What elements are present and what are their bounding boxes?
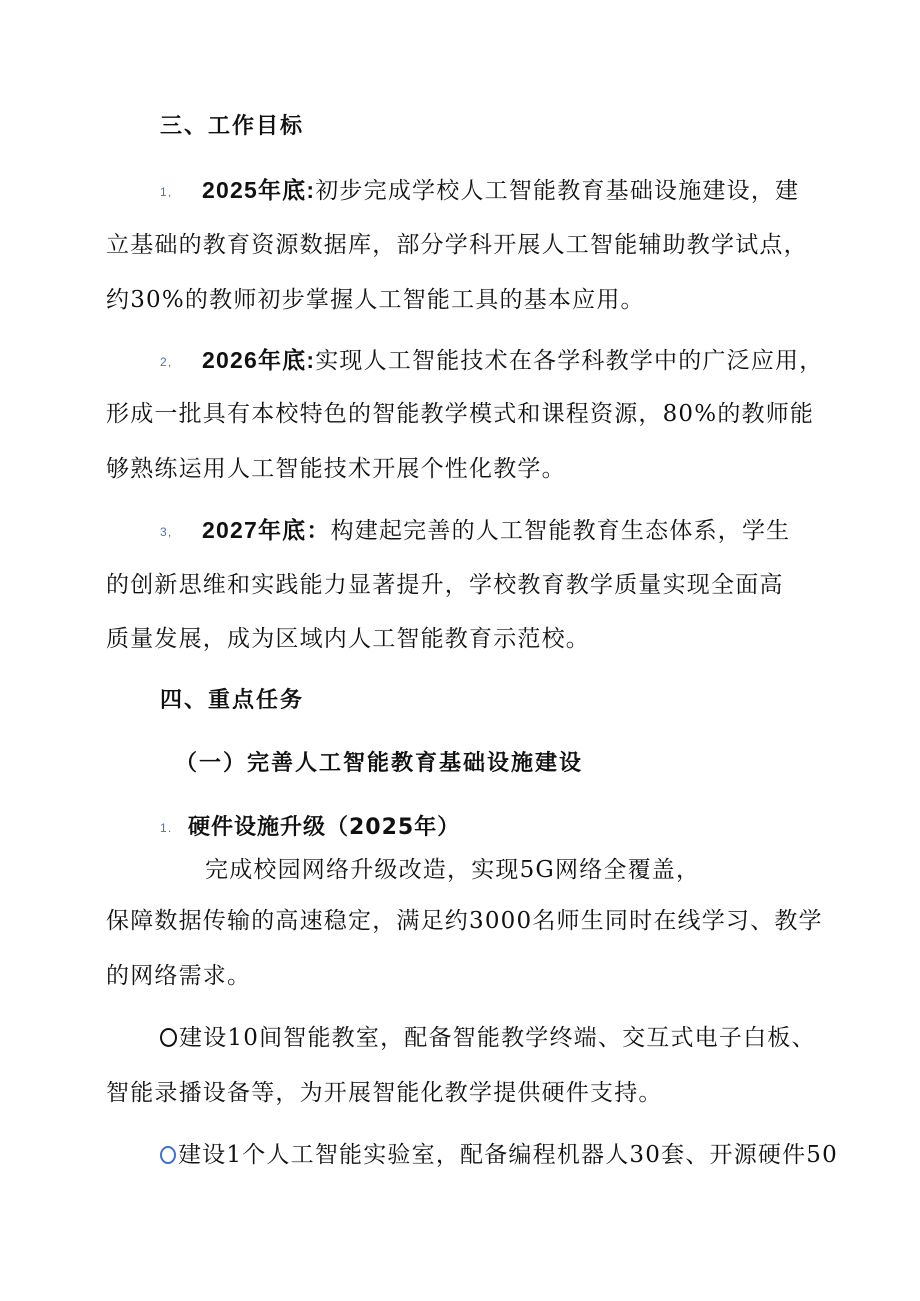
- circle-bullet-icon: [160, 1146, 176, 1164]
- goal-text-line: 质量发展，成为区域内人工智能教育示范校。: [106, 626, 590, 652]
- paragraph-line: 保障数据传输的高速稳定，满足约3000名师生同时在线学习、教学: [106, 908, 823, 934]
- goal-text-line: 实现人工智能技术在各学科教学中的广泛应用，: [315, 348, 824, 374]
- paragraph-text: 建设10间智能教室，配备智能教学终端、交互式电子白板、: [179, 1025, 816, 1051]
- list-marker: 2,: [160, 355, 173, 369]
- goal-item-2025: [160, 175, 799, 207]
- goal-text-line: 初步完成学校人工智能教育基础设施建设，建: [315, 178, 800, 204]
- goal-text-line: 够熟练运用人工智能技术开展个性化教学。: [106, 456, 566, 482]
- goal-year-label: 2025年底:: [202, 177, 316, 203]
- goal-item-2026: [160, 345, 823, 377]
- task-title-text: 硬件设施升级（2025年）: [188, 815, 461, 840]
- goal-text-line: 形成一批具有本校特色的智能教学模式和课程资源，80%的教师能: [106, 401, 815, 427]
- paragraph-line: 完成校园网络升级改造，实现5G网络全覆盖，: [205, 857, 701, 883]
- goal-item-2027: [160, 515, 790, 547]
- section-heading-tasks: 四、重点任务: [160, 688, 305, 713]
- goal-text-line: 立基础的教育资源数据库，部分学科开展人工智能辅助教学试点，: [106, 232, 808, 258]
- paragraph-text: 建设1个人工智能实验室，配备编程机器人30套、开源硬件50: [178, 1142, 838, 1168]
- goal-text-line: 构建起完善的人工智能教育生态体系，学生: [330, 518, 791, 544]
- paragraph-line: 智能录播设备等，为开展智能化教学提供硬件支持。: [106, 1080, 663, 1106]
- section-heading-goals: 三、工作目标: [160, 114, 305, 139]
- circle-bullet-icon: [160, 1028, 177, 1047]
- paragraph-line: 的网络需求。: [106, 963, 252, 989]
- goal-year-label: 2026年底:: [202, 347, 316, 373]
- goal-text-line: 约30%的教师初步掌握人工智能工具的基本应用。: [106, 287, 645, 313]
- paragraph-line: [160, 1023, 816, 1053]
- subsection-heading: （一）完善人工智能教育基础设施建设: [175, 751, 584, 776]
- list-marker: 3,: [160, 525, 173, 539]
- list-marker: 1.: [160, 821, 173, 835]
- goal-text-line: 的创新思维和实践能力显著提升，学校教育教学质量实现全面高: [106, 572, 784, 598]
- goal-year-label: 2027年底：: [202, 517, 331, 543]
- task-title: [160, 812, 460, 843]
- list-marker: 1,: [160, 185, 173, 199]
- paragraph-line: [160, 1140, 838, 1170]
